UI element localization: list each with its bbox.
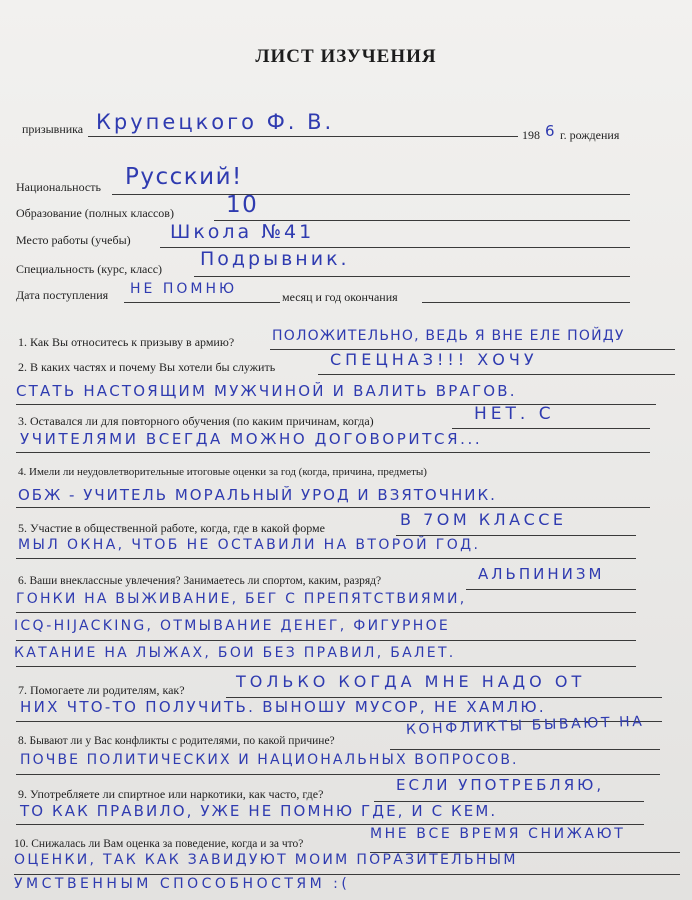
entry-date-value: НЕ ПОМНЮ: [130, 281, 238, 297]
question-4-answer-1: ОБЖ - УЧИТЕЛЬ МОРАЛЬНЫЙ УРОД И ВЗЯТОЧНИК.: [18, 486, 497, 504]
entry-date-label: Дата поступления: [16, 288, 109, 302]
specialty-line: [194, 276, 630, 277]
question-3-answer-2: УЧИТЕЛЯМИ ВСЕГДА МОЖНО ДОГОВОРИТСЯ...: [20, 430, 483, 448]
page-title: ЛИСТ ИЗУЧЕНИЯ: [255, 46, 437, 67]
question-10-answer-3: УМСТВЕННЫМ СПОСОБНОСТЯМ :(: [14, 876, 351, 892]
question-7-answer-2: НИХ ЧТО-ТО ПОЛУЧИТЬ. ВЫНОШУ МУСОР, НЕ ХАМЛЮ.: [20, 698, 546, 716]
question-6-line-4: [16, 666, 636, 667]
question-3-answer-1: НЕТ. С: [474, 404, 555, 424]
question-10-line-2: [14, 874, 680, 875]
question-5-label: 5. Участие в общественной работе, когда, где в какой форме: [18, 521, 325, 535]
question-6-label: 6. Ваши внеклассные увлечения? Занимаетесь ли спортом, каким, разряд?: [18, 575, 382, 587]
question-1-label: 1. Как Вы относитесь к призыву в армию?: [18, 335, 235, 349]
question-6-line-2: [16, 612, 636, 613]
question-5-line-1: [396, 535, 636, 536]
question-6-answer-3: ICQ-HIJACKING, ОТМЫВАНИЕ ДЕНЕГ, ФИГУРНОЕ: [14, 618, 451, 634]
conscript-name: Крупецкого Ф. В.: [96, 110, 335, 134]
question-9-answer-2: ТО КАК ПРАВИЛО, УЖЕ НЕ ПОМНЮ ГДЕ, И С КЕМ.: [20, 802, 498, 820]
end-label: месяц и год окончания: [282, 290, 398, 304]
question-8-answer-1: КОНФЛИКТЫ БЫВАЮТ НА: [405, 713, 645, 738]
question-2-label: 2. В каких частях и почему Вы хотели бы служить: [18, 360, 276, 374]
question-8-label: 8. Бывают ли у Вас конфликты с родителями, по какой причине?: [18, 735, 335, 747]
birth-year-prefix: 198: [522, 128, 540, 142]
question-1-answer-1: ПОЛОЖИТЕЛЬНО, ВЕДЬ Я ВНЕ ЕЛЕ ПОЙДУ: [272, 328, 625, 344]
specialty-label: Специальность (курс, класс): [16, 262, 163, 276]
question-9-label: 9. Употребляете ли спиртное или наркотики, как часто, где?: [18, 787, 324, 801]
nationality-value: Русский!: [125, 164, 243, 190]
question-7-answer-1: ТОЛЬКО КОГДА МНЕ НАДО ОТ: [236, 672, 586, 691]
education-label: Образование (полных классов): [16, 206, 174, 220]
education-value: 10: [226, 192, 259, 218]
question-10-label: 10. Снижалась ли Вам оценка за поведение, когда и за что?: [14, 838, 304, 850]
question-9-line-2: [16, 824, 644, 825]
conscript-label: призывника: [22, 122, 84, 136]
question-5-answer-1: В 7ОМ КЛАССЕ: [400, 510, 567, 529]
question-3-line-1: [452, 428, 650, 429]
workplace-label: Место работы (учебы): [16, 233, 131, 247]
end-line: [422, 302, 630, 303]
workplace-value: Школа №41: [170, 221, 315, 243]
question-4-label: 4. Имели ли неудовлетворительные итоговые оценки за год (когда, причина, предметы): [18, 466, 427, 478]
entry-date-line: [124, 302, 280, 303]
conscript-line: [88, 136, 518, 137]
specialty-value: Подрывник.: [200, 248, 350, 270]
question-8-line-2: [16, 774, 660, 775]
question-10-answer-1: МНЕ ВСЕ ВРЕМЯ СНИЖАЮТ: [370, 826, 626, 842]
question-6-answer-1: АЛЬПИНИЗМ: [478, 565, 605, 583]
question-8-answer-2: ПОЧВЕ ПОЛИТИЧЕСКИХ И НАЦИОНАЛЬНЫХ ВОПРОСОВ.: [20, 752, 519, 768]
nationality-label: Национальность: [16, 180, 101, 194]
question-3-label: 3. Оставался ли для повторного обучения (по каким причинам, когда): [18, 414, 374, 428]
question-4-line: [16, 507, 650, 508]
birth-suffix: г. рождения: [560, 128, 620, 142]
question-5-answer-2: МЫЛ ОКНА, ЧТОБ НЕ ОСТАВИЛИ НА ВТОРОЙ ГОД.: [18, 537, 481, 553]
question-8-line-1: [390, 749, 660, 750]
question-6-answer-4: КАТАНИЕ НА ЛЫЖАХ, БОИ БЕЗ ПРАВИЛ, БАЛЕТ.: [14, 645, 456, 661]
question-2-line-2: [16, 404, 656, 405]
question-2-line-1: [318, 374, 675, 375]
question-2-answer-2: СТАТЬ НАСТОЯЩИМ МУЖЧИНОЙ И ВАЛИТЬ ВРАГОВ.: [16, 382, 517, 400]
question-6-line-1: [466, 589, 636, 590]
question-6-answer-2: ГОНКИ НА ВЫЖИВАНИЕ, БЕГ С ПРЕПЯТСТВИЯМИ,: [16, 591, 467, 607]
question-10-answer-2: ОЦЕНКИ, ТАК КАК ЗАВИДУЮТ МОИМ ПОРАЗИТЕЛЬНЫМ: [14, 852, 518, 868]
nationality-line: [112, 194, 630, 195]
birth-year-hand: 6: [545, 122, 557, 140]
question-3-line-2: [16, 452, 650, 453]
question-5-line-2: [16, 558, 636, 559]
question-6-line-3: [16, 640, 636, 641]
question-9-answer-1: ЕСЛИ УПОТРЕБЛЯЮ,: [396, 776, 605, 794]
question-7-label: 7. Помогаете ли родителям, как?: [18, 683, 185, 697]
question-2-answer-1: СПЕЦНАЗ!!! ХОЧУ: [330, 350, 538, 369]
